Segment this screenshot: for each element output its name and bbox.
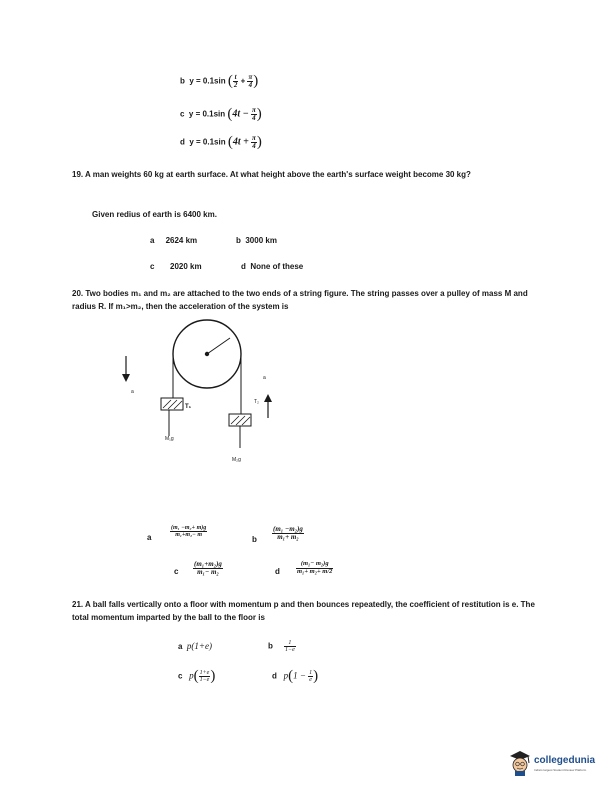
q19-option-c: c 2020 km — [150, 262, 202, 271]
q20-option-d-frac: $\frac{\text{(m₁− m₂)g}}{\text{m₁+ m₂+ m/2}}$ — [297, 560, 333, 575]
q19-option-d: d None of these — [241, 262, 304, 271]
q20-text: 20. Two bodies m₁ and m₂ are attached to the two ends of a string figure. The string passes over a pulley of mass M and radius R. If m₁>m₂, then the acceleration of the system is — [72, 289, 528, 311]
pulley-figure — [110, 318, 300, 468]
fig-dot-left: a — [131, 389, 134, 395]
student-mascot-icon — [508, 750, 532, 776]
q20-option-a-frac: $\frac{\text{(m₁ −m₂+ m)g}}{\text{m₁+m₂− m}}$ — [171, 525, 207, 538]
fig-label-t2: T₂ — [254, 399, 259, 405]
q21-option-a: a p(1+e) — [178, 641, 212, 651]
mass-m1 — [161, 398, 183, 410]
q20-option-c-frac: $\frac{\text{(m₁+m₂)g}}{\text{m₁− m₂}}$ — [194, 560, 222, 576]
q18-option-b: b y = 0.1sin ( $\frac{t}{2}$ + $\frac{\pi}{4}$ ) — [180, 73, 259, 89]
brand-tagline: India's largest Student Review Platform — [534, 768, 587, 772]
q20-option-a-label: a — [147, 533, 152, 542]
q19-option-b: b 3000 km — [236, 236, 277, 245]
q19-text: 19. A man weights 60 kg at earth surface. At what height above the earth's surface weight become 30 kg? — [72, 170, 471, 179]
fig-dot-right: a — [263, 375, 266, 381]
q21-option-d: d p(1 − $\frac{1}{e}$ ) — [272, 668, 319, 684]
up-arrow-head — [264, 394, 272, 402]
down-arrow-head — [122, 374, 130, 382]
fig-label-m1g: M₁g — [165, 436, 174, 442]
fig-label-t1: T₁ — [185, 404, 192, 410]
q21-text: 21. A ball falls vertically onto a floor with momentum p and then bounces repeatedly, the coefficient of restitution is e. The total momentum imparted by the ball to the floor is — [72, 600, 535, 622]
q21-option-b: b $\frac{1}{1-e}$ — [268, 640, 295, 653]
q20-option-b-label: b — [252, 535, 257, 544]
brand-name: collegedunia — [534, 755, 596, 766]
q21-option-c: c p( $\frac{1+e}{1-e}$ ) — [178, 668, 216, 684]
q20-option-d-label: d — [275, 567, 280, 576]
fig-label-m2g: M₂g — [232, 457, 241, 463]
q18-option-c: c y = 0.1sin (4t − $\frac{\pi}{4}$ ) — [180, 106, 262, 122]
pulley-radius — [207, 338, 230, 354]
q19-option-a: a 2624 km — [150, 236, 198, 245]
mass-m2 — [229, 414, 251, 426]
q18-option-d: d y = 0.1sin (4t + $\frac{\pi}{4}$ ) — [180, 134, 262, 150]
q19-given: Given redius of earth is 6400 km. — [92, 210, 217, 219]
q20-option-b-frac: $\frac{\text{(m₁ −m₂)g}}{\text{m₁+ m₂}}$ — [273, 525, 303, 541]
q20-option-c-label: c — [174, 567, 179, 576]
pulley-axle — [205, 352, 209, 356]
